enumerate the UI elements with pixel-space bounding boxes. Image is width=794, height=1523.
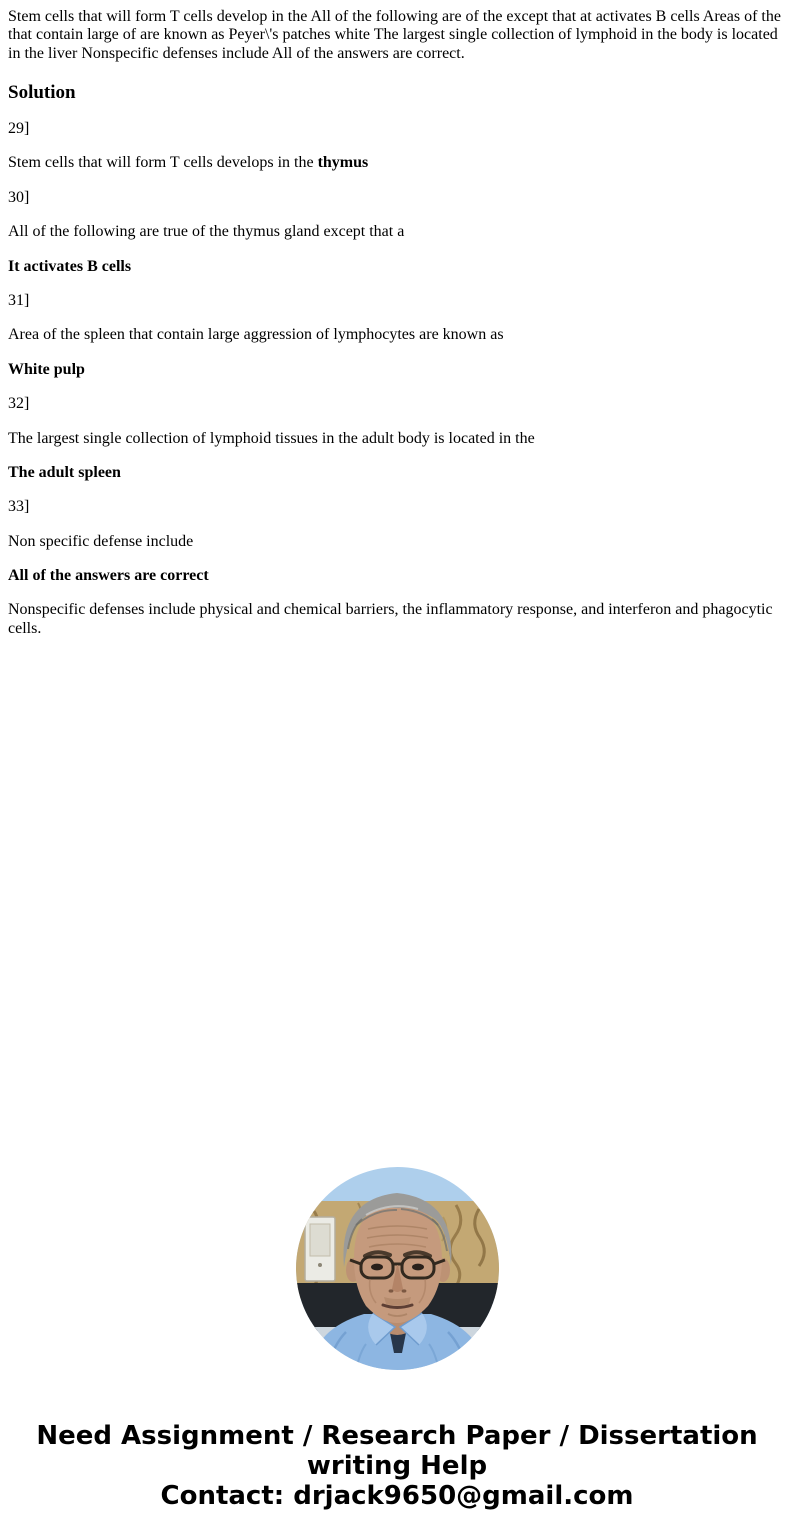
question-summary: Stem cells that will form T cells develop in the All of the following are of the except that at activates B cells Areas of the that contain large of are known as Peyer\'s patches white The largest single collection of lymphoid in the body is located in the liver Nonspecific defenses include All of the answers are correct. <box>8 8 781 62</box>
explanation-paragraph: Nonspecific defenses include physical and chemical barriers, the inflammatory response, and interferon and phagocytic cells. <box>8 601 773 637</box>
footer-help-line-1: Need Assignment / Research Paper / Dissertation <box>36 1421 758 1452</box>
footer-help-line-2: writing Help <box>306 1451 488 1482</box>
item-number: 29] <box>8 120 30 138</box>
item-answer: It activates B cells <box>8 257 132 275</box>
item-question: All of the following are true of the thymus gland except that a <box>8 223 405 241</box>
avatar-container <box>0 1167 794 1370</box>
item-number: 31] <box>8 291 30 309</box>
item-question-text: Stem cells that will form T cells develops in the <box>8 154 318 172</box>
item-number: 30] <box>8 188 30 206</box>
item-number: 33] <box>8 498 30 516</box>
item-question: Non specific defense include <box>8 532 194 550</box>
document-body <box>0 0 794 662</box>
item-answer: All of the answers are correct <box>8 567 209 585</box>
item-answer: The adult spleen <box>8 463 121 481</box>
item-question: Area of the spleen that contain large aggression of lymphocytes are known as <box>8 326 504 344</box>
solution-heading: Solution <box>8 82 76 104</box>
item-number: 32] <box>8 395 30 413</box>
item-answer-inline: thymus <box>317 154 369 172</box>
item-question: The largest single collection of lymphoid tissues in the adult body is located in the <box>8 429 535 447</box>
item-question <box>8 154 786 172</box>
item-answer: White pulp <box>8 360 85 378</box>
tutor-portrait-photo <box>296 1167 499 1370</box>
footer-banner <box>0 1421 794 1511</box>
footer-contact-line: Contact: drjack9650@gmail.com <box>160 1481 634 1512</box>
